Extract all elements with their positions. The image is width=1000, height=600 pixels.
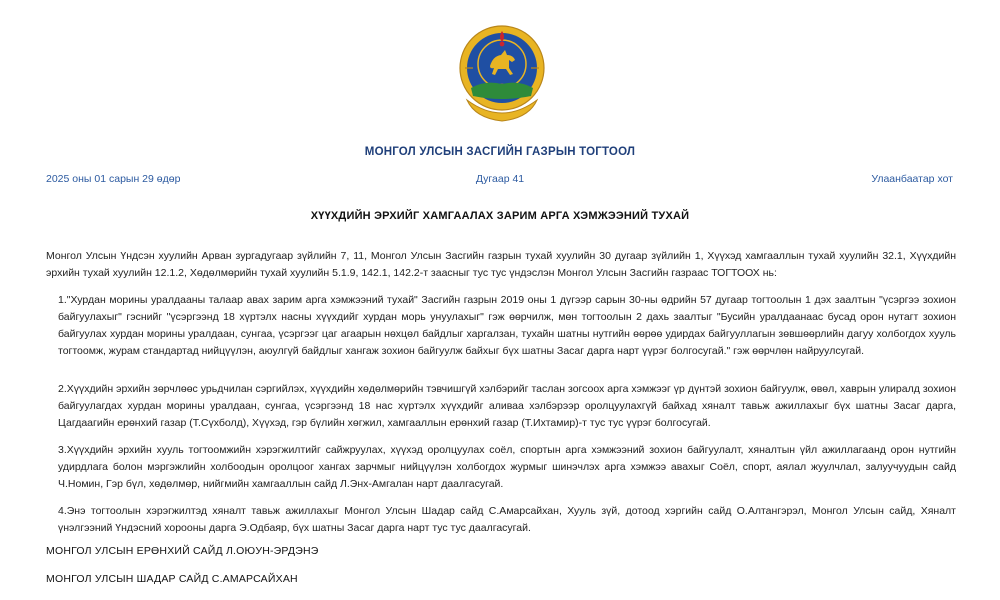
resolution-city: Улаанбаатар хот [871,173,953,185]
resolution-item-4: 4.Энэ тогтоолын хэрэгжилтэд хяналт тавьж ажиллахыг Монгол Улсын Шадар сайд С.Амарсайхан, Хууль зүй, дотоод хэргийн сайд О.Алтангэрэл, Монгол Улсын сайд, Хяналт үнэлгээний Үндэсний хорооны дарга Э.Одбаяр, бүх шатны Засаг дарга нарт тус тус даалгасугай. [58,505,956,534]
state-emblem-of-mongolia-icon [457,22,547,122]
prime-minister-signature: МОНГОЛ УЛСЫН ЕРӨНХИЙ САЙД Л.ОЮУН-ЭРДЭНЭ [46,545,319,557]
resolution-item-1: 1."Хурдан морины уралдааны талаар авах зарим арга хэмжээний тухай" Засгийн газрын 2019 оны 1 дүгээр сарын 30-ны өдрийн 57 дугаар тогтоолын 1 дэх заалтын "үсэргээ зохион байгуулахыг" гэснийг "үсэргээнд 18 хүртэлх насны хүүхдийг хурдан морь унуулахыг" гэж өөрчилж, мөн тогтоолын 2 дахь заалтыг "Бусийн уралдаанаас бусад орон нутагт зохион байгуулах хурдан морины уралдаан, сунгаа, үсэргээг цаг агаарын нөхцөл байдлыг харгалзан, тухайн шатны нутгийн өөрөө удирдах байгууллагын зөвшөөрлийн дагуу холбогдох хууль тогтоомж, журам стандартад нийцүүлэн, аюулгүй байдлыг хангаж зохион байгуулж байхыг бүх шатны Засаг дарга нарт үүрэг болгосугай." гэж өөрчлөн найруулсугай. [58,294,956,357]
deputy-prime-minister-signature: МОНГОЛ УЛСЫН ШАДАР САЙД С.АМАРСАЙХАН [46,573,298,585]
resolution-number: Дугаар 41 [475,173,525,185]
resolution-item-2: 2.Хүүхдийн эрхийн зөрчлөөс урьдчилан сэргийлэх, хүүхдийн хөдөлмөрийн тэвчишгүй хэлбэрийг таслан зогсоох арга хэмжээг үр дүнтэй зохион байгуулж, өвөл, хаврын улиралд зохион байгуулагдах хурдан морины уралдаан, сунгаа, үсэргээнд 18 нас хүртэлх хүүхдийг аливаа хэлбэрээр оролцуулахгүй байхад хяналт тавьж ажиллахыг бүх шатны Засаг дарга, Цагдаагийн ерөнхий газар (Т.Сүхболд), Хүүхэд, гэр бүлийн хөгжил, хамгааллын ерөнхий газар (Т.Ихтамир)-т тус тус үүрэг болгосугай. [58,383,956,429]
resolution-date: 2025 оны 01 сарын 29 өдөр [46,173,181,185]
document-title: ХҮҮХДИЙН ЭРХИЙГ ХАМГААЛАХ ЗАРИМ АРГА ХЭМЖЭЭНИЙ ТУХАЙ [310,210,690,222]
resolution-item-3: 3.Хүүхдийн эрхийн хууль тогтоомжийн хэрэгжилтийг сайжруулах, хүүхэд оролцуулах соёл, спортын арга хэмжээний зохион байгуулалт, хяналтын үйл ажиллагаанд орон нутгийн удирдлага болон мэргэжлийн холбоодын оролцоог хангах зарчмыг нийцүүлэн холбогдох журмыг шинэчлэх арга хэмжээ авахыг Соёл, спорт, аялал жуулчлал, залуучуудын сайд Ч.Номин, Гэр бүл, хөдөлмөр, нийгмийн хамгааллын сайд Л.Энх-Амгалан нарт даалгасугай. [58,444,956,490]
government-resolution-title: МОНГОЛ УЛСЫН ЗАСГИЙН ГАЗРЫН ТОГТООЛ [364,146,636,158]
preamble-paragraph: Монгол Улсын Үндсэн хуулийн Арван зургадугаар зүйлийн 7, 11, Монгол Улсын Засгийн газрын тухай хуулийн 30 дугаар зүйлийн 1, Хүүхэд хамгааллын тухай хуулийн 32.1, Хүүхдийн эрхийн тухай хуулийн 12.1.2, Хөдөлмөрийн тухай хуулийн 5.1.9, 142.1, 142.2-т заасныг тус тус үндэслэн Монгол Улсын Засгийн газраас ТОГТООХ нь: [46,250,956,279]
